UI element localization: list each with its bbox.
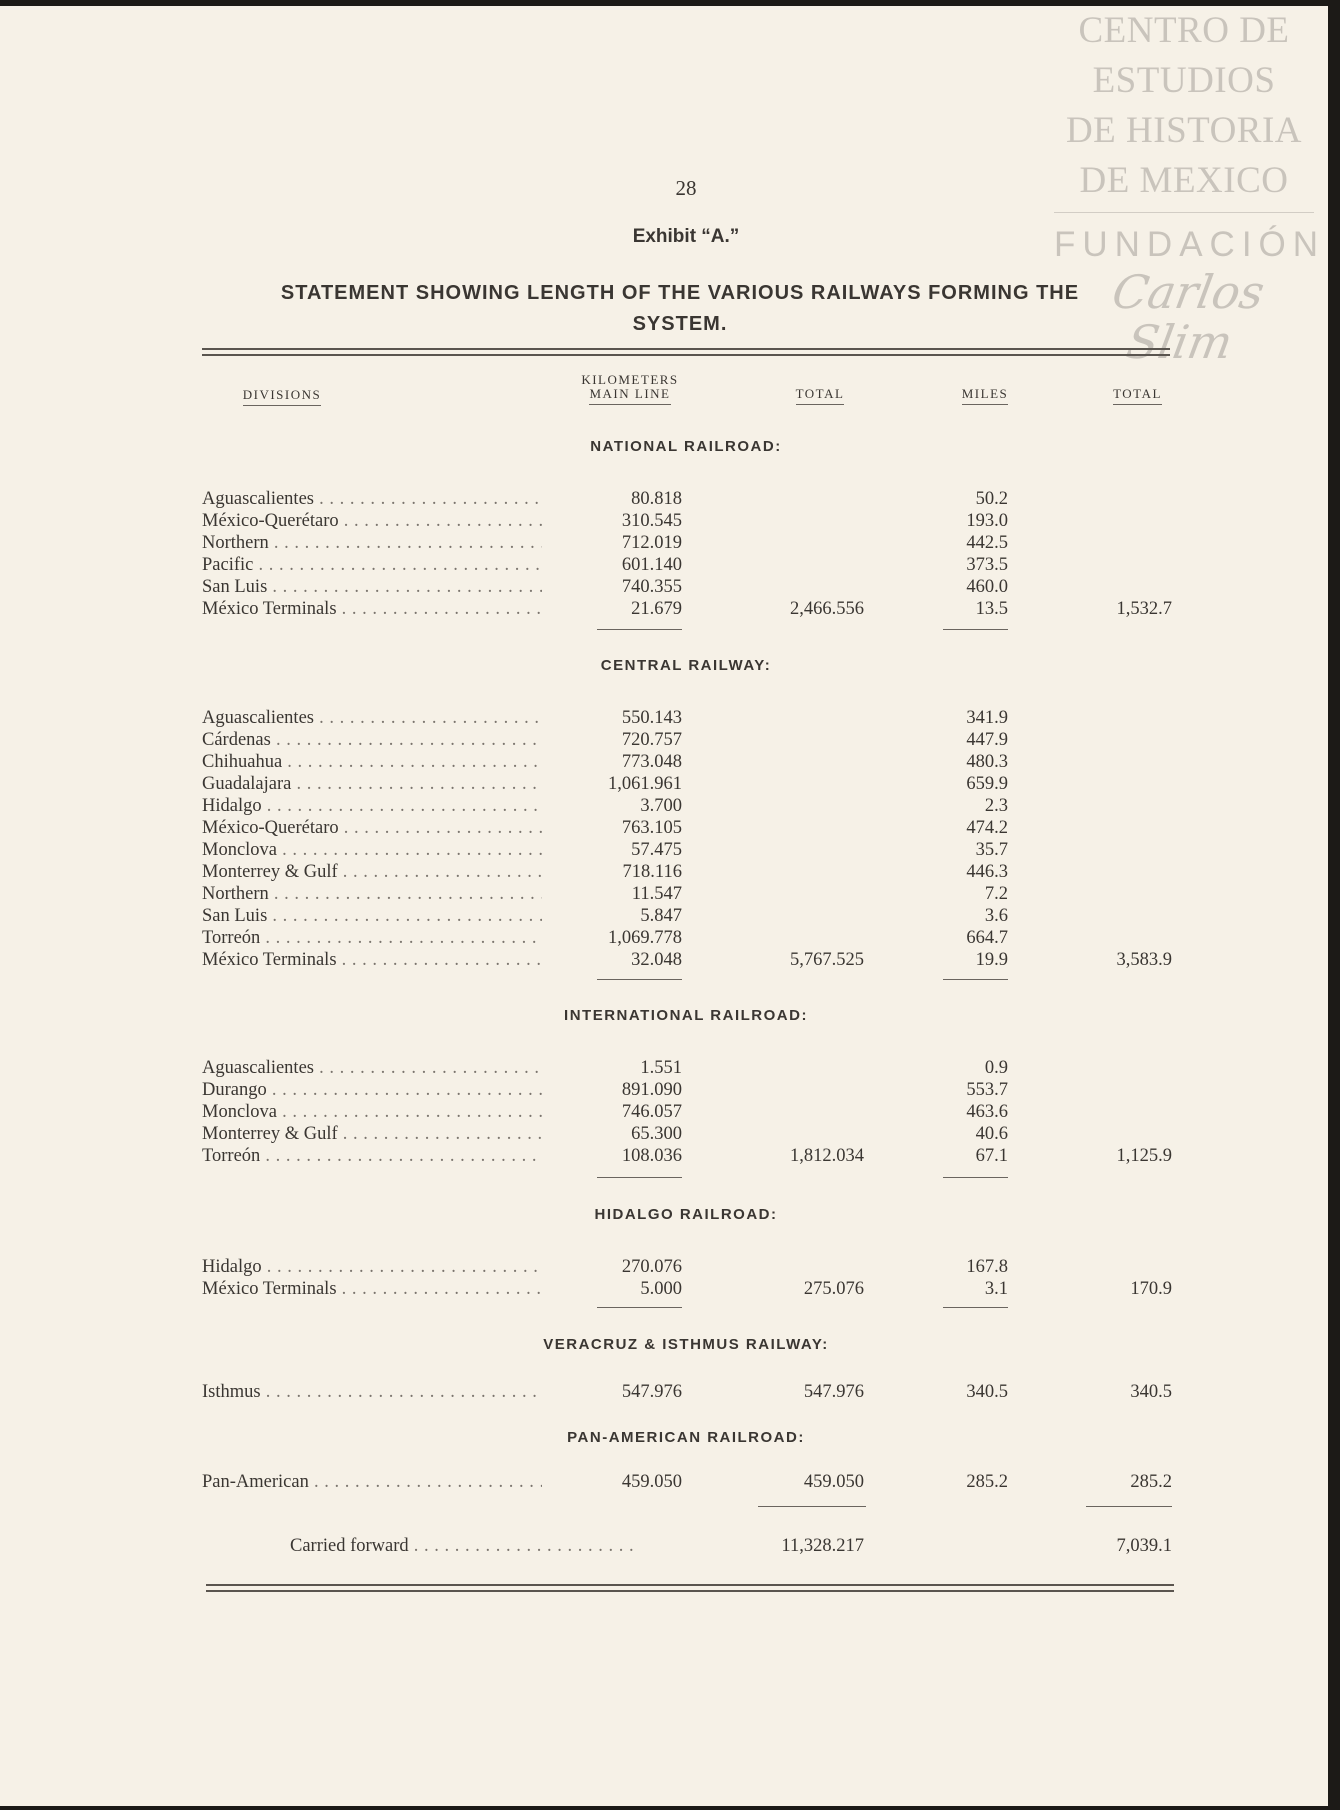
watermark-signature: Carlos Slim [1108,265,1269,369]
miles-cell: 0.9 [984,1058,1008,1078]
km-cell: 773.048 [621,752,682,772]
division-cell: Aguascalientes . . . [202,1057,542,1079]
table-row [0,773,1328,795]
table-row [0,1123,1328,1145]
bottom-double-rule [206,1584,1174,1592]
division-cell: México-Querétaro . . . [202,817,542,839]
subtotal-rule [1086,1506,1172,1507]
table-row [0,1256,1328,1278]
miles-cell: 664.7 [966,928,1008,948]
division-cell: San Luis . . . [202,905,542,927]
miles-cell: 7.2 [984,884,1008,904]
table-row [0,905,1328,927]
title-line-1: STATEMENT SHOWING LENGTH OF THE VARIOUS RAILWAYS FORMING THE [280,282,1080,304]
km-cell: 740.355 [621,577,682,597]
table-row [0,795,1328,817]
subtotal-rule [943,1307,1008,1308]
miles-cell: 463.6 [966,1102,1008,1122]
table-row [0,883,1328,905]
miles-cell: 167.8 [966,1257,1008,1277]
header-miles-total: TOTAL [1090,387,1185,405]
miles-cell: 35.7 [975,840,1008,860]
km-total-cell: 459.050 [803,1472,864,1492]
miles-cell: 13.5 [975,599,1008,619]
header-miles: MILES [940,387,1030,405]
table-row [0,949,1328,971]
division-cell: Cárdenas . . . [202,729,542,751]
section-heading: NATIONAL RAILROAD: [590,438,782,455]
page-title [200,278,1160,340]
miles-cell: 480.3 [966,752,1008,772]
miles-cell: 3.6 [984,906,1008,926]
table-row [0,839,1328,861]
subtotal-rule [597,979,682,980]
miles-cell: 442.5 [966,533,1008,553]
division-cell: Pacific . . . [202,554,542,576]
division-cell: México Terminals . . . [202,598,542,620]
km-cell: 712.019 [621,533,682,553]
table-row [0,510,1328,532]
table-row [0,1079,1328,1101]
page-number: 28 [675,176,697,200]
km-cell: 601.140 [621,555,682,575]
miles-cell: 67.1 [975,1146,1008,1166]
table-row [0,817,1328,839]
miles-cell: 341.9 [966,708,1008,728]
table-row [0,927,1328,949]
table-row [0,532,1328,554]
miles-cell: 447.9 [966,730,1008,750]
table-row [0,1057,1328,1079]
miles-cell: 474.2 [966,818,1008,838]
km-cell: 1.551 [640,1058,682,1078]
table-row [0,861,1328,883]
division-cell: Chihuahua . . . [202,751,542,773]
miles-cell: 2.3 [984,796,1008,816]
km-cell: 720.757 [621,730,682,750]
km-cell: 32.048 [631,950,682,970]
km-cell: 11.547 [631,884,682,904]
table-row [0,707,1328,729]
subtotal-rule [597,1307,682,1308]
miles-total-cell: 170.9 [1130,1279,1172,1299]
division-cell: Aguascalientes . . . [202,488,542,510]
km-cell: 57.475 [631,840,682,860]
km-cell: 746.057 [621,1102,682,1122]
km-cell: 80.818 [631,489,682,509]
km-cell: 891.090 [621,1080,682,1100]
division-cell: Torreón . . . [202,927,542,949]
division-cell: Durango . . . [202,1079,542,1101]
division-cell: Monterrey & Gulf . . . [202,1123,542,1145]
division-cell: Hidalgo . . . [202,1256,542,1278]
subtotal-rule [597,629,682,630]
subtotal-rule [943,629,1008,630]
division-cell: Monclova . . . [202,839,542,861]
km-total-cell: 2,466.556 [790,599,864,619]
km-cell: 5.000 [640,1279,682,1299]
division-cell: Aguascalientes . . . [202,707,542,729]
subtotal-rule [943,979,1008,980]
section-heading: CENTRAL RAILWAY: [600,657,772,674]
miles-cell: 285.2 [966,1472,1008,1492]
miles-cell: 446.3 [966,862,1008,882]
km-cell: 3.700 [640,796,682,816]
miles-cell: 40.6 [975,1124,1008,1144]
miles-cell: 553.7 [966,1080,1008,1100]
division-cell: Pan-American . . . [202,1471,542,1493]
km-total-cell: 275.076 [803,1279,864,1299]
carried-forward-row [0,1535,1328,1557]
division-cell: Torreón . . . [202,1145,542,1167]
watermark-divider [1054,212,1314,213]
carried-forward-label: Carried forward . . . . . . . . . . . . . . . . . . . . . . [290,1536,635,1556]
miles-cell: 460.0 [966,577,1008,597]
division-cell: Guadalajara . . . [202,773,542,795]
division-cell: Isthmus . . . [202,1381,542,1403]
division-cell: Hidalgo . . . [202,795,542,817]
division-cell: México Terminals . . . [202,1278,542,1300]
watermark-line: DE MEXICO [1079,160,1289,201]
miles-cell: 50.2 [975,489,1008,509]
table-row [0,554,1328,576]
miles-cell: 659.9 [966,774,1008,794]
km-cell: 1,061.961 [608,774,682,794]
km-cell: 550.143 [621,708,682,728]
km-cell: 65.300 [631,1124,682,1144]
km-total-cell: 1,812.034 [790,1146,864,1166]
subtotal-rule [597,1177,682,1178]
carried-forward-miles-total: 7,039.1 [1116,1536,1172,1556]
miles-cell: 373.5 [966,555,1008,575]
table-row [0,1471,1328,1493]
miles-cell: 193.0 [966,511,1008,531]
table-row [0,1145,1328,1167]
table-row [0,488,1328,510]
km-cell: 270.076 [621,1257,682,1277]
table-row [0,729,1328,751]
miles-cell: 19.9 [975,950,1008,970]
miles-cell: 340.5 [966,1382,1008,1402]
km-cell: 1,069.778 [608,928,682,948]
table-row [0,1101,1328,1123]
watermark-line: DE HISTORIA [1065,110,1303,151]
km-cell: 108.036 [621,1146,682,1166]
miles-total-cell: 1,125.9 [1116,1146,1172,1166]
exhibit-label: Exhibit “A.” [632,226,740,247]
section-heading: HIDALGO RAILROAD: [594,1206,778,1223]
subtotal-rule [758,1506,866,1507]
table-row [0,598,1328,620]
title-line-2: SYSTEM. [632,313,728,335]
division-cell: Monterrey & Gulf . . . [202,861,542,883]
watermark-foundation: FUNDACIÓN [1054,225,1326,264]
km-cell: 547.976 [621,1382,682,1402]
division-cell: Northern . . . [202,532,542,554]
miles-total-cell: 340.5 [1130,1382,1172,1402]
division-cell: México-Querétaro . . . [202,510,542,532]
top-double-rule [202,348,1170,356]
watermark-line: ESTUDIOS [1092,60,1276,101]
section-heading: VERACRUZ & ISTHMUS RAILWAY: [543,1336,829,1353]
header-km-total: TOTAL [770,387,870,405]
section-heading: INTERNATIONAL RAILROAD: [564,1007,808,1024]
header-divisions: DIVISIONS [212,388,352,406]
section-heading: PAN-AMERICAN RAILROAD: [567,1429,805,1446]
km-cell: 718.116 [622,862,682,882]
watermark-line: CENTRO DE [1078,10,1290,51]
miles-total-cell: 285.2 [1130,1472,1172,1492]
km-total-cell: 547.976 [803,1382,864,1402]
division-cell: San Luis . . . [202,576,542,598]
km-cell: 459.050 [621,1472,682,1492]
table-row [0,1278,1328,1300]
miles-total-cell: 1,532.7 [1116,599,1172,619]
division-cell: Northern . . . [202,883,542,905]
table-row [0,576,1328,598]
division-cell: Monclova . . . [202,1101,542,1123]
table-row [0,751,1328,773]
km-cell: 310.545 [621,511,682,531]
division-cell: México Terminals . . . [202,949,542,971]
carried-forward-km-total: 11,328.217 [781,1536,864,1556]
document-page [0,6,1328,1806]
km-total-cell: 5,767.525 [790,950,864,970]
header-km-main-line: KILOMETERS MAIN LINE [560,373,700,405]
miles-cell: 3.1 [984,1279,1008,1299]
miles-total-cell: 3,583.9 [1116,950,1172,970]
km-cell: 763.105 [621,818,682,838]
km-cell: 5.847 [640,906,682,926]
subtotal-rule [943,1177,1008,1178]
km-cell: 21.679 [631,599,682,619]
table-row [0,1381,1328,1403]
